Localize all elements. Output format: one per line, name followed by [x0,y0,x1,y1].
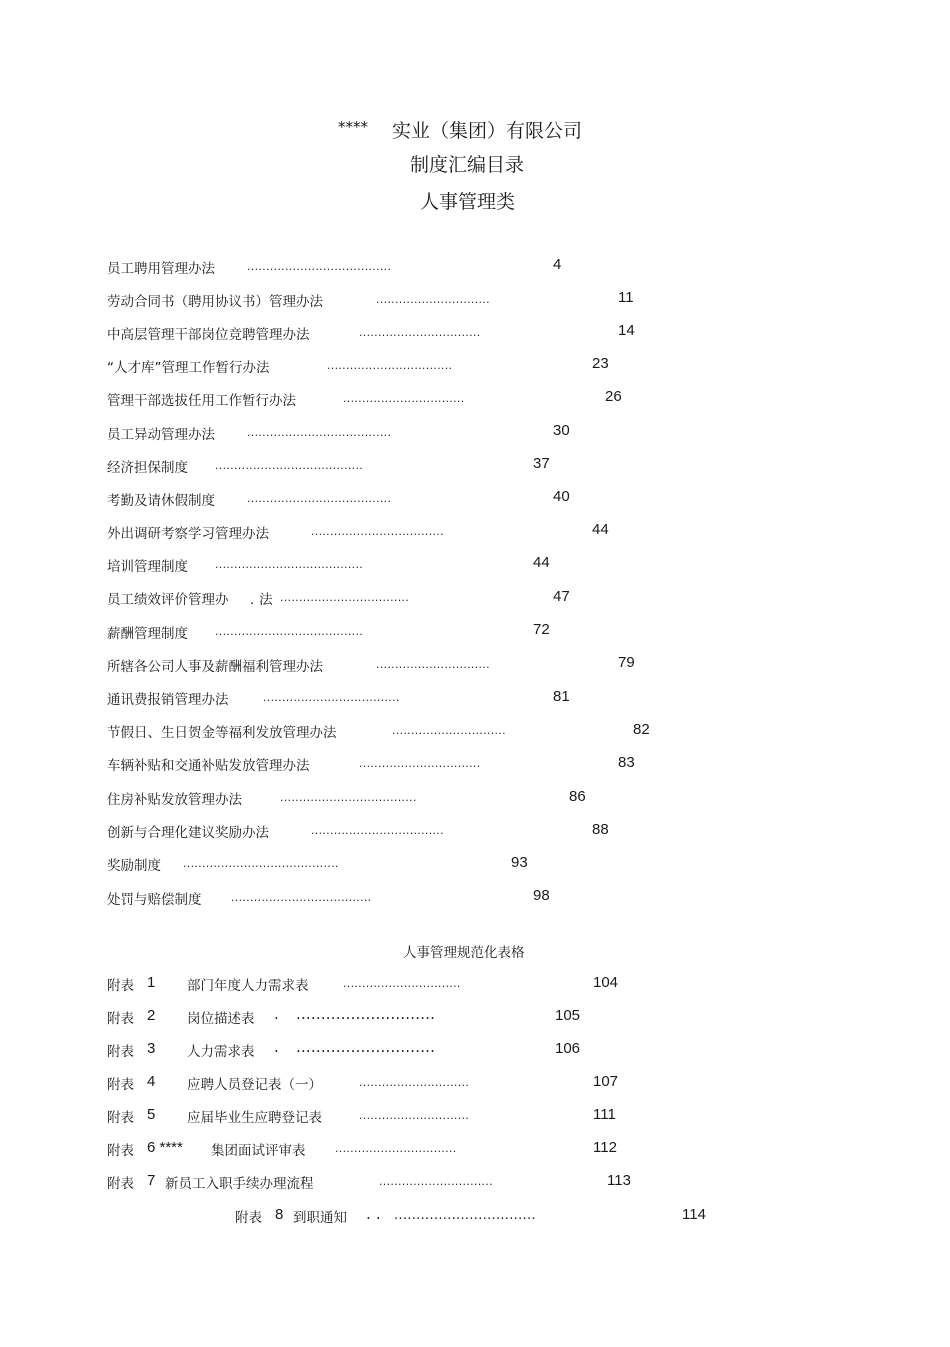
form-number: 7 [147,1172,156,1189]
form-number: 2 [147,1007,156,1024]
toc-item-page: 23 [592,355,609,372]
form-prefix: 附表 [235,1210,262,1226]
toc-item-title[interactable]: 奖励制度 [107,858,161,874]
form-title[interactable]: 岗位描述表 [187,1011,255,1027]
toc-item-page: 88 [592,821,609,838]
form-leader-prefix: . [274,1005,279,1023]
toc-item-title[interactable]: 员工聘用管理办法 [107,261,215,277]
form-title[interactable]: 人力需求表 [187,1044,255,1060]
toc-item-leader: .................................... [280,791,417,804]
form-prefix: 附表 [107,1143,134,1159]
toc-item-page: 98 [533,887,550,904]
toc-item-leader: ................................. [327,359,453,372]
toc-item-title[interactable]: 车辆补贴和交通补贴发放管理办法 [107,758,310,774]
form-prefix: 附表 [107,1044,134,1060]
toc-item-page: 4 [553,256,562,273]
toc-item-page: 83 [618,754,635,771]
toc-item-title[interactable]: 节假日、生日贺金等福利发放管理办法 [107,725,337,741]
form-leader: ............................ [296,1005,436,1023]
form-page: 112 [593,1139,617,1156]
toc-item-page: 47 [553,588,570,605]
toc-item-title[interactable]: 管理干部选拔任用工作暂行办法 [107,393,296,409]
form-title[interactable]: 应聘人员登记表（一） [187,1077,322,1093]
toc-item-leader: ................................ [343,392,465,405]
toc-item-title[interactable]: 中高层管理干部岗位竞聘管理办法 [107,327,310,343]
form-leader: ............................. [359,1076,470,1089]
toc-item-page: 30 [553,422,570,439]
form-title[interactable]: 集团面试评审表 [211,1143,306,1159]
toc-item-leader: ......................................... [183,857,339,870]
toc-item-page: 81 [553,688,570,705]
form-number: 3 [147,1040,156,1057]
form-page: 111 [593,1106,616,1123]
form-page: 113 [607,1172,631,1189]
form-leader: ............................. [359,1109,470,1122]
form-page: 104 [593,974,619,991]
toc-item-leader: ....................................... [215,459,364,472]
form-prefix: 附表 [107,1011,134,1027]
form-title[interactable]: 新员工入职手续办理流程 [165,1176,314,1192]
form-page: 107 [593,1073,619,1090]
toc-item-page: 14 [618,322,635,339]
form-number: 4 [147,1073,156,1090]
form-title[interactable]: 到职通知 [293,1210,347,1226]
toc-item-title[interactable]: 劳动合同书（聘用协议书）管理办法 [107,294,323,310]
form-prefix: 附表 [107,1077,134,1093]
toc-item-page: 26 [605,388,622,405]
form-number: 5 [147,1106,156,1123]
toc-item-title[interactable]: 经济担保制度 [107,460,188,476]
company-prefix: **** [338,118,368,136]
toc-item-page: 86 [569,788,586,805]
toc-item-leader: ................................ [359,757,481,770]
form-title[interactable]: 应届毕业生应聘登记表 [187,1110,322,1126]
page-subtitle: 制度汇编目录 [410,154,525,176]
toc-item-leader: .............................. [392,724,506,737]
toc-item-title[interactable]: 通讯费报销管理办法 [107,692,229,708]
toc-item-title[interactable]: 创新与合理化建议奖励办法 [107,825,269,841]
toc-item-page: 72 [533,621,550,638]
toc-item-title[interactable]: 员工异动管理办法 [107,427,215,443]
toc-item-leader: .............................. [376,658,490,671]
form-title[interactable]: 部门年度人力需求表 [187,978,309,994]
toc-item-title[interactable]: 处罚与赔偿制度 [107,892,202,908]
form-leader-prefix: . [274,1038,279,1056]
form-page: 106 [555,1040,581,1057]
toc-item-leader: ....................................... [215,625,364,638]
form-leader: .............................. [379,1175,493,1188]
toc-item-leader: ...................................... [247,492,392,505]
toc-item-page: 44 [533,554,550,571]
toc-item-leader: .................................. [280,591,410,604]
form-leader: ............................ [296,1038,436,1056]
toc-item-page: 44 [592,521,609,538]
form-number: 1 [147,974,156,991]
forms-section-heading: 人事管理规范化表格 [403,945,525,961]
form-prefix: 附表 [107,978,134,994]
toc-item-title[interactable]: 薪酬管理制度 [107,626,188,642]
form-prefix: 附表 [107,1176,134,1192]
company-name: 实业（集团）有限公司 [392,120,583,142]
toc-item-page: 93 [511,854,528,871]
toc-item-leader: ..................................... [231,891,372,904]
toc-item-page: 82 [633,721,650,738]
form-page: 105 [555,1007,581,1024]
toc-item-title[interactable]: 考勤及请休假制度 [107,493,215,509]
category-title: 人事管理类 [420,191,516,213]
toc-item-title[interactable]: 所辖各公司人事及薪酬福利管理办法 [107,659,323,675]
toc-item-page: 11 [618,289,634,306]
toc-item-page: 79 [618,654,635,671]
toc-item-title[interactable]: 住房补贴发放管理办法 [107,792,242,808]
form-leader-prefix: . . [366,1205,381,1223]
toc-item-leader: ................................... [311,824,444,837]
toc-item-page: 37 [533,455,550,472]
toc-item-leader: ...................................... [247,426,392,439]
toc-item-leader: ................................... [311,525,444,538]
toc-item-leader-prefix: . 法 [250,592,273,608]
toc-item-leader: ................................ [359,326,481,339]
form-leader: ................................ [394,1208,536,1223]
toc-item-leader: .............................. [376,293,490,306]
toc-item-title[interactable]: 员工绩效评价管理办 [107,592,229,608]
toc-item-title[interactable]: 外出调研考察学习管理办法 [107,526,269,542]
toc-item-leader: ...................................... [247,260,392,273]
form-prefix: 附表 [107,1110,134,1126]
toc-item-page: 40 [553,488,570,505]
form-number: 6 **** [147,1139,183,1156]
form-leader: ............................... [343,977,461,990]
toc-item-leader: .................................... [263,691,400,704]
form-number: 8 [275,1206,284,1223]
form-page: 114 [682,1206,706,1223]
toc-item-title[interactable]: 培训管理制度 [107,559,188,575]
form-leader: ................................ [335,1142,457,1155]
toc-item-title[interactable]: “人才库”管理工作暂行办法 [107,360,270,376]
toc-item-leader: ....................................... [215,558,364,571]
